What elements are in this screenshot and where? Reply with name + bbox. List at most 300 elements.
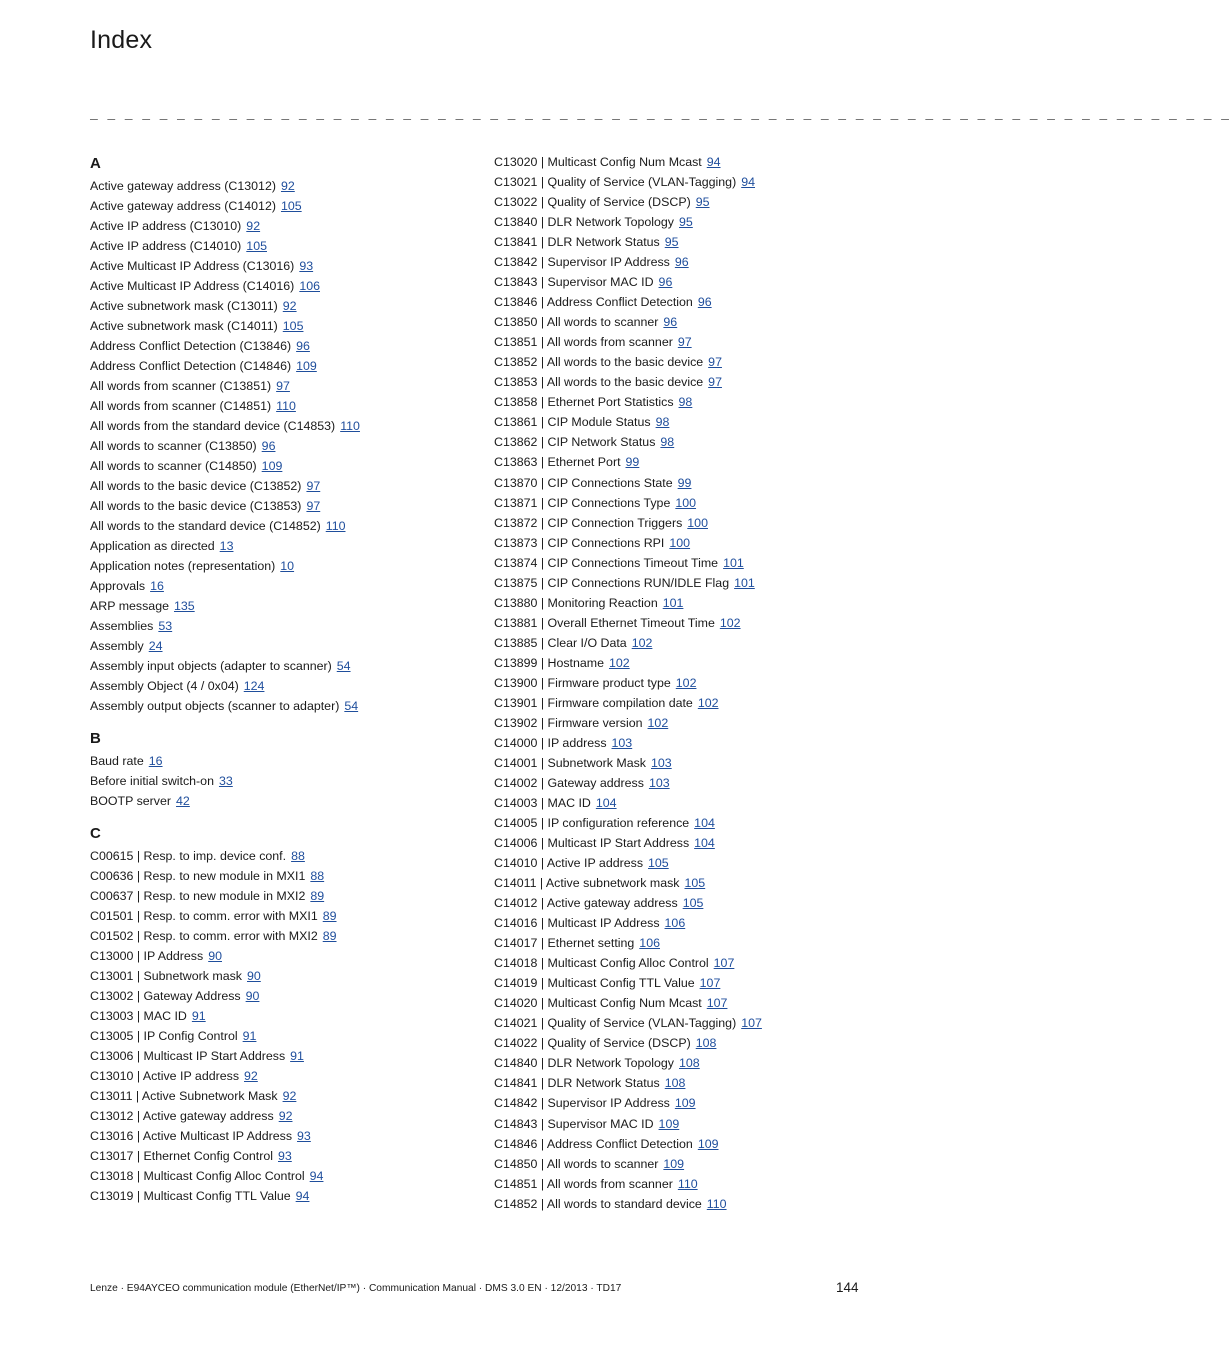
page-reference-link[interactable]: 105 [682, 896, 704, 911]
page-reference-link[interactable]: 101 [662, 595, 684, 610]
page-reference-link[interactable]: 96 [674, 255, 689, 270]
index-entry [494, 1053, 874, 1073]
index-entry-label: C14843 | Supervisor MAC ID [494, 1116, 654, 1131]
index-entry [494, 392, 874, 412]
index-entry [90, 676, 480, 696]
index-entry [90, 846, 480, 866]
index-entry-label: C13002 | Gateway Address [90, 989, 241, 1003]
index-entry-label: C13874 | CIP Connections Timeout Time [494, 555, 719, 570]
index-entry [494, 733, 874, 753]
footer-text: Lenze · E94AYCEO communication module (EtherNet/IP™) · Communication Manual · DMS 3.0 EN · 12/2013 · TD17 [90, 1283, 622, 1294]
index-entry [90, 1126, 480, 1146]
page-reference-link[interactable]: 109 [658, 1116, 680, 1131]
page-reference-link[interactable]: 100 [687, 515, 708, 530]
section-letter-a: A [90, 155, 101, 172]
page-reference-link[interactable]: 88 [310, 869, 325, 883]
index-column-left [90, 152, 480, 1206]
index-entry-label: Assembly Object (4 / 0x04) [90, 679, 239, 693]
index-entry-label: C13902 | Firmware version [494, 715, 643, 730]
page-reference-link[interactable]: 107 [699, 976, 721, 991]
index-entry-label: C00637 | Resp. to new module in MXI2 [90, 889, 306, 903]
index-entry-label: C13851 | All words from scanner [494, 335, 673, 350]
page-reference-link[interactable]: 100 [669, 535, 691, 550]
index-entry-label: C14840 | DLR Network Topology [494, 1056, 674, 1071]
index-entry-label: Approvals [90, 579, 146, 593]
index-entry [90, 616, 480, 636]
section-c-list [90, 846, 480, 1206]
index-entry-label: Active gateway address (C13012) [90, 179, 276, 193]
page-reference-link[interactable]: 92 [278, 1109, 293, 1123]
page-reference-link[interactable]: 54 [336, 659, 351, 673]
index-entry-label: C14018 | Multicast Config Alloc Control [494, 956, 709, 971]
index-entry-label: All words from the standard device (C14853) [90, 419, 336, 433]
index-entry [494, 192, 874, 212]
index-entry [90, 456, 480, 476]
index-entry [494, 312, 874, 332]
index-entry [90, 396, 480, 416]
index-entry [494, 613, 874, 633]
index-entry [90, 576, 480, 596]
index-entry-label: Before initial switch-on [90, 774, 214, 788]
page-reference-link[interactable]: 92 [244, 1069, 258, 1083]
index-entry-label: All words to scanner (C13850) [90, 439, 257, 453]
index-entry-label: C13846 | Address Conflict Detection [494, 295, 693, 310]
index-entry [90, 1186, 480, 1206]
index-entry-label: C00615 | Resp. to imp. device conf. [90, 849, 287, 863]
index-entry-label: C14016 | Multicast IP Address [494, 916, 660, 931]
index-entry-label: C13863 | Ethernet Port [494, 455, 621, 470]
index-entry [90, 536, 480, 556]
index-entry-label: Assemblies [90, 619, 154, 633]
page-reference-link[interactable]: 101 [723, 555, 744, 570]
index-entry-label: C13901 | Firmware compilation date [494, 695, 693, 710]
page-reference-link[interactable]: 102 [719, 615, 741, 630]
index-entry [494, 833, 874, 853]
index-entry-label: C14022 | Quality of Service (DSCP) [494, 1036, 691, 1051]
section-gap [90, 716, 480, 727]
page-reference-link[interactable]: 102 [608, 655, 630, 670]
page-reference-link[interactable]: 108 [679, 1056, 700, 1071]
page-reference-link[interactable]: 105 [246, 239, 267, 253]
index-entry [90, 926, 480, 946]
index-entry-label: C13843 | Supervisor MAC ID [494, 275, 654, 290]
index-entry-label: C13022 | Quality of Service (DSCP) [494, 195, 691, 210]
index-entry-label: ARP message [90, 599, 169, 613]
index-entry-label: C13880 | Monitoring Reaction [494, 595, 658, 610]
page-reference-link[interactable]: 90 [208, 949, 222, 963]
index-entry-label: C13875 | CIP Connections RUN/IDLE Flag [494, 575, 730, 590]
index-entry-label: Baud rate [90, 754, 144, 768]
index-entry-label: C13852 | All words to the basic device [494, 355, 704, 370]
index-entry-label: C14852 | All words to standard device [494, 1196, 702, 1211]
index-entry-label: C13010 | Active IP address [90, 1069, 240, 1083]
index-entry [494, 573, 874, 593]
index-entry [90, 236, 480, 256]
index-entry [494, 432, 874, 452]
page-reference-link[interactable]: 96 [697, 295, 712, 310]
index-entry-label: C13005 | IP Config Control [90, 1029, 238, 1043]
index-entry-label: C00636 | Resp. to new module in MXI1 [90, 869, 306, 883]
index-entry [494, 933, 874, 953]
index-entry-label: C13000 | IP Address [90, 949, 204, 963]
page-reference-link[interactable]: 93 [297, 1129, 311, 1143]
index-entry [90, 296, 480, 316]
index-entry-label: C13881 | Overall Ethernet Timeout Time [494, 615, 715, 630]
section-gap [90, 811, 480, 822]
index-entry-label: C13872 | CIP Connection Triggers [494, 515, 683, 530]
page-reference-link[interactable]: 10 [280, 559, 295, 573]
index-entry [90, 986, 480, 1006]
page-reference-link[interactable]: 97 [306, 479, 321, 493]
index-entry [494, 533, 874, 553]
index-entry [90, 336, 480, 356]
index-entry [90, 516, 480, 536]
index-entry-label: C13862 | CIP Network Status [494, 435, 656, 450]
page-reference-link[interactable]: 107 [706, 996, 728, 1011]
index-entry-label: C13870 | CIP Connections State [494, 475, 673, 490]
index-entry-label: Assembly input objects (adapter to scanner) [90, 659, 332, 673]
page-reference-link[interactable]: 96 [663, 315, 678, 330]
index-entry-label: C13853 | All words to the basic device [494, 375, 704, 390]
page-reference-link[interactable]: 33 [218, 774, 233, 788]
index-entry [494, 272, 874, 292]
page-reference-link[interactable]: 106 [299, 279, 320, 293]
page-reference-link[interactable]: 109 [296, 359, 317, 373]
index-entry-label: C14851 | All words from scanner [494, 1176, 673, 1191]
index-entry-label: C13885 | Clear I/O Data [494, 635, 627, 650]
page-reference-link[interactable]: 24 [148, 639, 163, 653]
index-entry-label: C14012 | Active gateway address [494, 896, 678, 911]
page-reference-link[interactable]: 110 [340, 419, 360, 433]
page-reference-link[interactable]: 105 [282, 319, 304, 333]
index-entry-label: Active Multicast IP Address (C14016) [90, 279, 295, 293]
page-reference-link[interactable]: 95 [679, 215, 693, 230]
page-reference-link[interactable]: 103 [651, 755, 672, 770]
index-entry [90, 696, 480, 716]
page-reference-link[interactable]: 107 [713, 956, 735, 971]
index-entry [494, 653, 874, 673]
page-reference-link[interactable]: 99 [625, 455, 640, 470]
index-entry [494, 873, 874, 893]
index-entry-label: C13011 | Active Subnetwork Mask [90, 1089, 278, 1103]
page-reference-link[interactable]: 105 [648, 856, 669, 871]
index-entry-label: C14846 | Address Conflict Detection [494, 1136, 693, 1151]
page-reference-link[interactable]: 104 [595, 796, 617, 810]
index-entry [494, 1194, 874, 1214]
page-reference-link[interactable]: 98 [655, 415, 670, 430]
index-entry [90, 256, 480, 276]
index-entry-label: C14001 | Subnetwork Mask [494, 755, 646, 770]
page-reference-link[interactable]: 110 [706, 1196, 727, 1211]
page-reference-link[interactable]: 97 [708, 355, 722, 370]
section-b-list [90, 751, 480, 811]
index-entry-label: Application notes (representation) [90, 559, 276, 573]
page-reference-link[interactable]: 16 [150, 579, 164, 593]
index-entry [494, 773, 874, 793]
index-entry [494, 853, 874, 873]
index-entry-label: Active subnetwork mask (C13011) [90, 299, 278, 313]
page-reference-link[interactable]: 108 [664, 1076, 686, 1091]
index-entry [90, 866, 480, 886]
page-reference-link[interactable]: 100 [675, 495, 697, 510]
index-entry-label: C14020 | Multicast Config Num Mcast [494, 996, 702, 1011]
index-entry-label: Address Conflict Detection (C14846) [90, 359, 292, 373]
page-reference-link[interactable]: 16 [148, 754, 163, 768]
page-reference-link[interactable]: 102 [647, 715, 669, 730]
index-entry-label: C13842 | Supervisor IP Address [494, 255, 670, 270]
index-entry-label: Application as directed [90, 539, 215, 553]
index-entry-label: C13018 | Multicast Config Alloc Control [90, 1169, 305, 1183]
index-entry-label: C13841 | DLR Network Status [494, 235, 660, 250]
index-entry-label: C14000 | IP address [494, 735, 607, 750]
index-entry [494, 332, 874, 352]
index-entry [494, 513, 874, 533]
index-entry-label: C13001 | Subnetwork mask [90, 969, 242, 983]
index-entry [494, 553, 874, 573]
page-reference-link[interactable]: 89 [322, 909, 337, 923]
index-entry [494, 212, 874, 232]
index-column-right [494, 152, 874, 1214]
page-reference-link[interactable]: 42 [176, 794, 190, 808]
page-reference-link[interactable]: 102 [675, 675, 697, 690]
index-entry [494, 493, 874, 513]
page-reference-link[interactable]: 97 [708, 375, 722, 390]
index-entry [90, 376, 480, 396]
index-entry [494, 753, 874, 773]
index-entry-label: Active subnetwork mask (C14011) [90, 319, 278, 333]
page-reference-link[interactable]: 97 [276, 379, 290, 393]
index-entry [494, 913, 874, 933]
page-reference-link[interactable]: 93 [299, 259, 314, 273]
index-entry-label: C13861 | CIP Module Status [494, 415, 651, 430]
page-reference-link[interactable]: 106 [664, 916, 686, 931]
index-entry-label: Active IP address (C13010) [90, 219, 242, 233]
page-reference-link[interactable]: 88 [291, 849, 305, 863]
page-reference-link[interactable]: 110 [325, 519, 346, 533]
index-entry [494, 1073, 874, 1093]
page-reference-link[interactable]: 98 [660, 435, 675, 450]
index-entry [90, 596, 480, 616]
page-reference-link[interactable]: 94 [741, 175, 755, 190]
index-entry [90, 1026, 480, 1046]
page-reference-link[interactable]: 109 [261, 459, 283, 473]
index-entry [494, 633, 874, 653]
index-entry-label: C13003 | MAC ID [90, 1009, 187, 1023]
page-reference-link[interactable]: 103 [648, 775, 670, 790]
index-entry [90, 636, 480, 656]
index-entry-label: C13006 | Multicast IP Start Address [90, 1049, 286, 1063]
index-entry-label: C14011 | Active subnetwork mask [494, 876, 680, 891]
page-reference-link[interactable]: 54 [344, 699, 359, 713]
page-reference-link[interactable]: 107 [741, 1016, 762, 1031]
index-entry [90, 416, 480, 436]
page-reference-link[interactable]: 94 [706, 155, 721, 169]
index-entry-label: C13858 | Ethernet Port Statistics [494, 395, 674, 410]
index-entry-label: C13871 | CIP Connections Type [494, 495, 671, 510]
index-entry-label: Assembly [90, 639, 144, 653]
page-reference-link[interactable]: 94 [295, 1189, 310, 1203]
page-reference-link[interactable]: 109 [674, 1096, 696, 1111]
index-entry-label: C14005 | IP configuration reference [494, 816, 690, 831]
page-reference-link[interactable]: 90 [245, 989, 260, 1003]
index-entry [90, 356, 480, 376]
page-reference-link[interactable]: 91 [191, 1009, 206, 1023]
index-entry-label: All words to the basic device (C13853) [90, 499, 302, 513]
section-letter-b: B [90, 730, 101, 747]
index-entry [494, 473, 874, 493]
index-entry [90, 1066, 480, 1086]
page-reference-link[interactable]: 104 [694, 816, 715, 831]
page-reference-link[interactable]: 91 [290, 1049, 304, 1063]
page-reference-link[interactable]: 99 [677, 475, 692, 490]
page-reference-link[interactable]: 90 [247, 969, 261, 983]
index-entry [90, 316, 480, 336]
page-reference-link[interactable]: 98 [678, 395, 693, 410]
page-reference-link[interactable]: 109 [697, 1136, 719, 1151]
page-reference-link[interactable]: 92 [280, 179, 295, 193]
page-reference-link[interactable]: 110 [677, 1176, 698, 1191]
index-entry [90, 906, 480, 926]
page-reference-link[interactable]: 92 [282, 1089, 297, 1103]
index-entry-label: C01501 | Resp. to comm. error with MXI1 [90, 909, 318, 923]
index-entry [494, 232, 874, 252]
page-reference-link[interactable]: 103 [611, 735, 633, 750]
index-entry [494, 412, 874, 432]
page-reference-link[interactable]: 105 [280, 199, 302, 213]
index-entry [494, 713, 874, 733]
index-entry [494, 1013, 874, 1033]
index-entry-label: All words to the basic device (C13852) [90, 479, 302, 493]
index-entry-label: C13017 | Ethernet Config Control [90, 1149, 273, 1163]
page-reference-link[interactable]: 105 [684, 876, 706, 891]
page-reference-link[interactable]: 108 [695, 1036, 717, 1051]
index-entry [90, 1146, 480, 1166]
page-reference-link[interactable]: 97 [306, 499, 321, 513]
index-entry [90, 556, 480, 576]
index-entry [494, 673, 874, 693]
page-reference-link[interactable]: 97 [677, 335, 692, 350]
page-reference-link[interactable]: 92 [246, 219, 261, 233]
index-entry-label: C14021 | Quality of Service (VLAN-Tagging) [494, 1016, 737, 1031]
index-entry [90, 886, 480, 906]
index-entry-label: C14017 | Ethernet setting [494, 936, 635, 951]
index-entry-label: Active gateway address (C14012) [90, 199, 276, 213]
page-reference-link[interactable]: 102 [697, 695, 719, 710]
index-entry [90, 496, 480, 516]
page-reference-link[interactable]: 109 [663, 1156, 685, 1171]
page-reference-link[interactable]: 110 [276, 399, 296, 413]
index-entry [494, 893, 874, 913]
index-entry-label: All words to scanner (C14850) [90, 459, 257, 473]
page-reference-link[interactable]: 96 [261, 439, 276, 453]
index-entry [90, 946, 480, 966]
index-entry [494, 172, 874, 192]
page-reference-link[interactable]: 96 [296, 339, 310, 353]
index-entry-label: C14010 | Active IP address [494, 856, 644, 871]
section-c-continued-list [494, 152, 874, 1214]
index-entry-label: All words from scanner (C14851) [90, 399, 272, 413]
index-entry-label: C14003 | MAC ID [494, 796, 591, 810]
index-entry-label: Active Multicast IP Address (C13016) [90, 259, 295, 273]
page-reference-link[interactable]: 95 [695, 195, 710, 210]
index-entry-label: All words to the standard device (C14852) [90, 519, 321, 533]
index-entry [90, 751, 480, 771]
section-letter-c: C [90, 825, 101, 842]
page-reference-link[interactable]: 106 [639, 936, 660, 951]
index-entry [494, 1114, 874, 1134]
page-reference-link[interactable]: 102 [631, 635, 653, 650]
index-entry [494, 813, 874, 833]
index-entry-label: C13850 | All words to scanner [494, 315, 659, 330]
index-entry-label: C13016 | Active Multicast IP Address [90, 1129, 293, 1143]
index-entry-label: C14842 | Supervisor IP Address [494, 1096, 670, 1111]
index-entry-label: Active IP address (C14010) [90, 239, 242, 253]
index-entry-label: Assembly output objects (scanner to adapter) [90, 699, 340, 713]
index-entry [90, 966, 480, 986]
index-entry-label: Address Conflict Detection (C13846) [90, 339, 292, 353]
page-reference-link[interactable]: 94 [309, 1169, 324, 1183]
page-reference-link[interactable]: 92 [282, 299, 297, 313]
index-entry [494, 372, 874, 392]
page-title: Index [90, 26, 153, 54]
index-entry-label: C13900 | Firmware product type [494, 675, 671, 690]
index-entry [494, 1033, 874, 1053]
page-reference-link[interactable]: 53 [158, 619, 173, 633]
index-entry-label: C13019 | Multicast Config TTL Value [90, 1189, 291, 1203]
index-entry [90, 656, 480, 676]
index-entry [90, 196, 480, 216]
index-entry [494, 152, 874, 172]
index-entry [494, 593, 874, 613]
page-reference-link[interactable]: 93 [278, 1149, 292, 1163]
page-reference-link[interactable]: 101 [734, 575, 755, 590]
index-entry-label: C13840 | DLR Network Topology [494, 215, 674, 230]
index-entry-label: BOOTP server [90, 794, 172, 808]
page-reference-link[interactable]: 95 [664, 235, 679, 250]
page-reference-link[interactable]: 91 [242, 1029, 257, 1043]
index-entry-label: All words from scanner (C13851) [90, 379, 272, 393]
page-reference-link[interactable]: 89 [310, 889, 325, 903]
index-entry [90, 436, 480, 456]
page-reference-link[interactable]: 13 [219, 539, 234, 553]
index-entry [494, 1093, 874, 1113]
index-entry [90, 1046, 480, 1066]
index-entry [90, 1106, 480, 1126]
index-entry [494, 252, 874, 272]
index-entry [494, 352, 874, 372]
dashed-divider: _ _ _ _ _ _ _ _ _ _ _ _ _ _ _ _ _ _ _ _ _ _ _ _ _ _ _ _ _ _ _ _ _ _ _ _ _ _ _ _ _ _ _ _ _ _ _ _ _ _ _ _ _ _ _ _ _ _ _ _ _ _ _ _ _ _ [90, 107, 1230, 122]
index-entry [90, 1166, 480, 1186]
index-entry [494, 1154, 874, 1174]
page-reference-link[interactable]: 89 [322, 929, 337, 943]
index-entry [90, 1086, 480, 1106]
index-entry-label: C13021 | Quality of Service (VLAN-Tagging) [494, 175, 737, 190]
index-entry [90, 476, 480, 496]
index-entry-label: C13899 | Hostname [494, 655, 604, 670]
index-entry-label: C01502 | Resp. to comm. error with MXI2 [90, 929, 318, 943]
index-entry [494, 953, 874, 973]
page-reference-link[interactable]: 96 [658, 275, 673, 290]
section-a-list [90, 176, 480, 716]
index-entry [494, 1134, 874, 1154]
page-reference-link[interactable]: 104 [694, 836, 715, 851]
index-entry-label: C13020 | Multicast Config Num Mcast [494, 155, 702, 169]
index-entry [494, 452, 874, 472]
page-reference-link[interactable]: 135 [173, 599, 195, 613]
index-entry [494, 973, 874, 993]
page-reference-link[interactable]: 124 [243, 679, 265, 693]
index-entry [90, 1006, 480, 1026]
